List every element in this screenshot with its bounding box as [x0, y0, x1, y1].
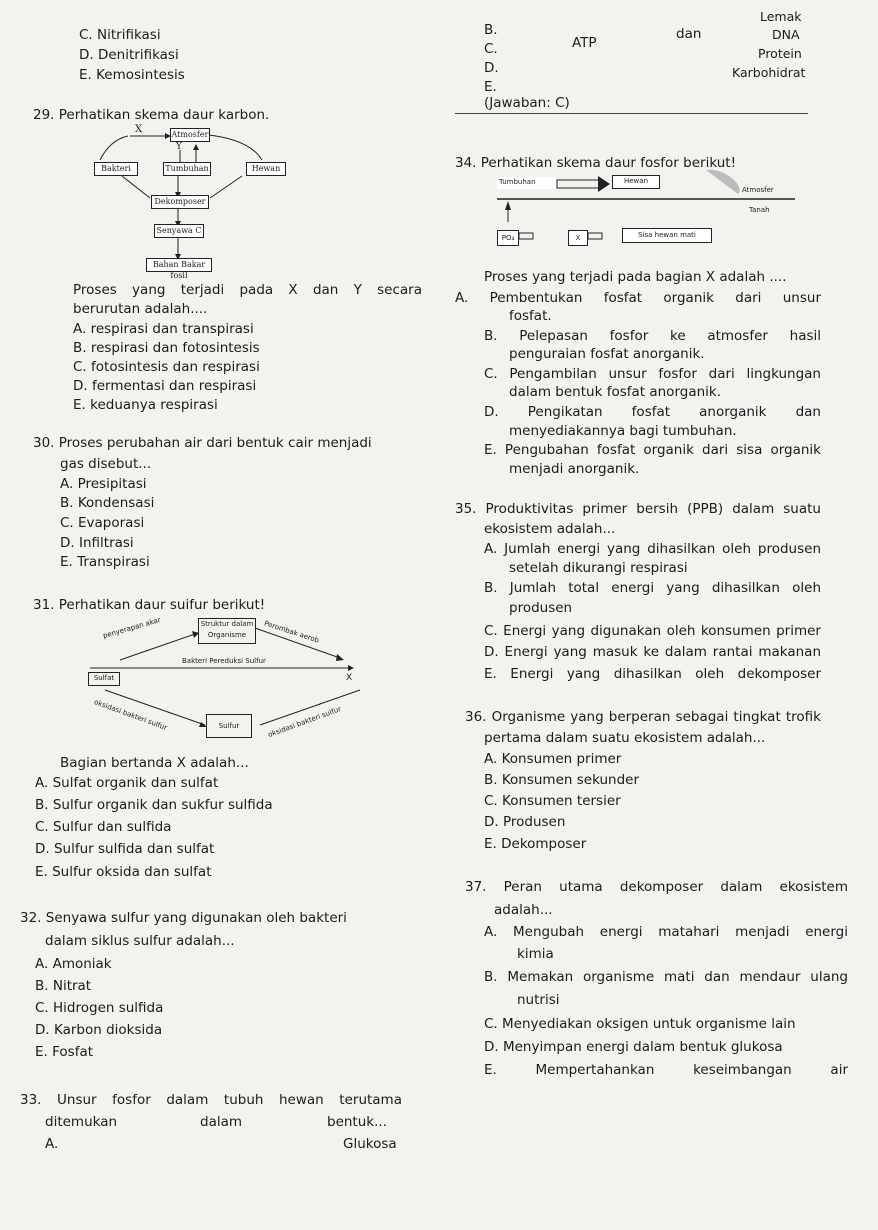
- q29-option-c: C. fotosintesis dan respirasi: [73, 359, 260, 375]
- q33-word-ditemukan: ditemukan: [45, 1114, 118, 1130]
- sulfur-box: Sulfur: [206, 714, 252, 738]
- dan-label: dan: [676, 26, 702, 42]
- q35-option-e: E. Energi yang dihasilkan oleh dekomposer: [484, 666, 821, 682]
- q30-option-d: D. Infiltrasi: [60, 535, 134, 551]
- x-label: X: [346, 673, 353, 683]
- q29-option-d: D. fermentasi dan respirasi: [73, 378, 257, 394]
- atmosfer-box: Atmosfer: [170, 128, 210, 142]
- q31-option-e: E. Sulfur oksida dan sulfat: [35, 864, 212, 880]
- q29-stem: berurutan adalah....: [73, 301, 208, 317]
- hewan-box: Hewan: [246, 162, 286, 176]
- q37-option-a: A. Mengubah energi matahari menjadi energi: [484, 924, 848, 940]
- q37-option-e: E. Mempertahankan keseimbangan air: [484, 1062, 848, 1078]
- q31-option-d: D. Sulfur sulfida dan sulfat: [35, 841, 215, 857]
- q37-stem: adalah...: [494, 902, 553, 918]
- x-label: X: [135, 124, 143, 135]
- option-c: C.: [484, 41, 498, 57]
- q30-option-c: C. Evaporasi: [60, 515, 145, 531]
- y-label: Y: [176, 142, 182, 152]
- q29-stem: Proses yang terjadi pada X dan Y secara: [73, 282, 422, 298]
- q33-option-a: A.: [45, 1136, 59, 1152]
- q34-option-a: A. Pembentukan fosfat organik dari unsur: [455, 290, 821, 306]
- q35-option-c: C. Energi yang digunakan oleh konsumen primer: [484, 623, 821, 639]
- q34-option-b: B. Pelepasan fosfor ke atmosfer hasil: [484, 328, 821, 344]
- q32-option-c: C. Hidrogen sulfida: [35, 1000, 164, 1016]
- oksidasi-right-label: oksidasi bakteri sulfur: [266, 705, 343, 739]
- q36-option-e: E. Dekomposer: [484, 836, 587, 852]
- q36-option-d: D. Produsen: [484, 814, 566, 830]
- q30-stem: gas disebut...: [60, 456, 152, 472]
- q33-word-dalam: dalam: [200, 1114, 243, 1130]
- q32-stem: 32. Senyawa sulfur yang digunakan oleh bakteri: [20, 910, 347, 926]
- q31-option-b: B. Sulfur organik dan sukfur sulfida: [35, 797, 273, 813]
- option-b: B.: [484, 22, 498, 38]
- sisa-hewan-mati-box: Sisa hewan mati: [622, 228, 712, 243]
- tumbuhan-box: Tumbuhan: [497, 177, 556, 189]
- dekomposer-box: Dekomposer: [151, 195, 209, 209]
- q33-stem: 33. Unsur fosfor dalam tubuh hewan terutama: [20, 1092, 402, 1108]
- option-e: E. Kemosintesis: [79, 67, 185, 83]
- q35-stem: 35. Produktivitas primer bersih (PPB) dalam suatu: [455, 501, 821, 517]
- q34-option-d: menyediakannya bagi tumbuhan.: [509, 423, 737, 439]
- q35-stem: ekosistem adalah...: [484, 521, 616, 537]
- bakteri-box: Bakteri: [94, 162, 138, 176]
- tanah-label: Tanah: [749, 206, 770, 214]
- lemak-label: Lemak: [760, 9, 802, 24]
- q36-stem: 36. Organisme yang berperan sebagai tingkat trofik: [465, 709, 821, 725]
- q37-option-b: B. Memakan organisme mati dan mendaur ulang: [484, 969, 848, 985]
- q29-option-b: B. respirasi dan fotosintesis: [73, 340, 260, 356]
- q32-option-b: B. Nitrat: [35, 978, 92, 994]
- protein-label: Protein: [758, 46, 802, 61]
- q32-option-a: A. Amoniak: [35, 956, 112, 972]
- q35-option-a: A. Jumlah energi yang dihasilkan oleh produsen: [484, 541, 821, 557]
- q37-option-d: D. Menyimpan energi dalam bentuk glukosa: [484, 1039, 783, 1055]
- x-box: X: [568, 230, 588, 246]
- oksidasi-left-label: oksidasi bakteri sulfur: [92, 698, 169, 732]
- option-e: E.: [484, 79, 497, 95]
- q29-option-e: E. keduanya respirasi: [73, 397, 218, 413]
- q31-stem: Bagian bertanda X adalah...: [60, 755, 249, 771]
- q30-option-a: A. Presipitasi: [60, 476, 147, 492]
- q35-option-a: setelah dikurangi respirasi: [509, 560, 688, 576]
- q34-option-a: fosfat.: [509, 308, 552, 324]
- q34-option-b: penguraian fosfat anorganik.: [509, 346, 705, 362]
- q37-option-a: kimia: [517, 946, 554, 962]
- q37-option-c: C. Menyediakan oksigen untuk organisme lain: [484, 1016, 796, 1032]
- tumbuhan-box: Tumbuhan: [163, 162, 211, 176]
- q31-option-a: A. Sulfat organik dan sulfat: [35, 775, 219, 791]
- q34-option-d: D. Pengikatan fosfat anorganik dan: [484, 404, 821, 420]
- karbohidrat-label: Karbohidrat: [732, 65, 806, 80]
- q32-option-e: E. Fosfat: [35, 1044, 94, 1060]
- po4-box: PO₄: [497, 230, 519, 246]
- organisme-label: Organisme: [207, 631, 247, 639]
- q34-option-c: C. Pengambilan unsur fosfor dari lingkungan: [484, 366, 821, 382]
- option-d: D.: [484, 60, 499, 76]
- q32-option-d: D. Karbon dioksida: [35, 1022, 163, 1038]
- q33-word-bentuk: bentuk...: [327, 1114, 387, 1130]
- dna-label: DNA: [772, 27, 800, 42]
- bakteri-pereduksi-label: Bakteri Pereduksi Sulfur: [182, 657, 266, 665]
- q33-glukosa: Glukosa: [343, 1136, 397, 1152]
- q37-stem: 37. Peran utama dekomposer dalam ekosistem: [465, 879, 848, 895]
- q34-option-c: dalam bentuk fosfat anorganik.: [509, 384, 722, 400]
- option-d: D. Denitrifikasi: [79, 47, 179, 63]
- q31-option-c: C. Sulfur dan sulfida: [35, 819, 172, 835]
- q36-stem: pertama dalam suatu ekosistem adalah...: [484, 730, 766, 746]
- sulfat-box: Sulfat: [88, 672, 120, 686]
- bahan-bakar-fosil-box: Bahan Bakar fosil: [146, 258, 212, 272]
- q31-title: 31. Perhatikan daur suifur berikut!: [33, 597, 266, 613]
- q30-option-e: E. Transpirasi: [60, 554, 150, 570]
- struktur-label: Struktur dalam: [200, 620, 254, 628]
- q30-option-b: B. Kondensasi: [60, 495, 155, 511]
- atmosfer-label: Atmosfer: [742, 186, 774, 194]
- q32-stem: dalam siklus sulfur adalah...: [45, 933, 235, 949]
- q34-title: 34. Perhatikan skema daur fosfor berikut!: [455, 155, 736, 171]
- q29-title: 29. Perhatikan skema daur karbon.: [33, 107, 270, 123]
- q35-option-b: B. Jumlah total energi yang dihasilkan oleh: [484, 580, 821, 596]
- option-c: C. Nitrifikasi: [79, 27, 161, 43]
- perombak-label: Perombak aerob: [263, 619, 321, 645]
- q36-option-c: C. Konsumen tersier: [484, 793, 621, 809]
- senyawa-c-box: Senyawa C: [154, 224, 204, 238]
- hewan-box: Hewan: [612, 175, 660, 189]
- q29-option-a: A. respirasi dan transpirasi: [73, 321, 254, 337]
- q34-option-e: menjadi anorganik.: [509, 461, 640, 477]
- q34-stem: Proses yang terjadi pada bagian X adalah ....: [484, 269, 787, 285]
- q35-option-d: D. Energi yang masuk ke dalam rantai makanan: [484, 644, 821, 660]
- q34-option-e: E. Pengubahan fosfat organik dari sisa organik: [484, 442, 821, 458]
- q36-option-b: B. Konsumen sekunder: [484, 772, 640, 788]
- atp-label: ATP: [572, 35, 597, 51]
- q35-option-b: produsen: [509, 600, 573, 616]
- penyerapan-label: penyerapan akar: [102, 615, 162, 641]
- answer-note: (Jawaban: C): [484, 95, 570, 111]
- q36-option-a: A. Konsumen primer: [484, 751, 622, 767]
- q30-stem: 30. Proses perubahan air dari bentuk cair menjadi: [33, 435, 372, 451]
- q37-option-b: nutrisi: [517, 992, 560, 1008]
